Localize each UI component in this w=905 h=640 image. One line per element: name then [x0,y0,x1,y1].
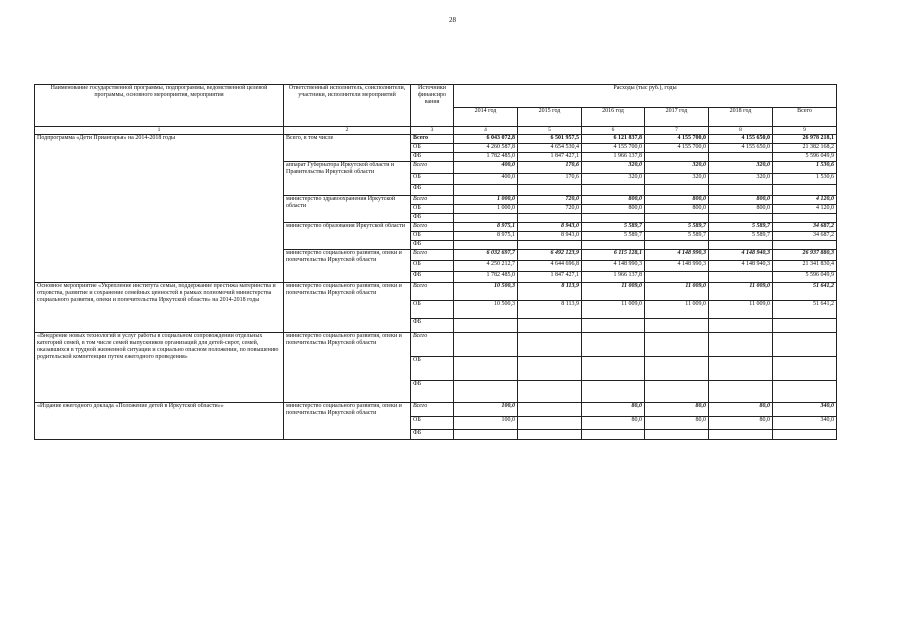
value-cell [645,333,709,357]
value-cell [709,153,773,162]
value-cell: 4 155 700,0 [645,144,709,153]
value-cell: 4 654 530,4 [518,144,582,153]
value-cell [518,241,582,250]
responsible-cell: министерство социального развития, опеки и попечительства Иркутской области [284,250,411,283]
source-cell: ФБ [411,185,454,196]
header-sources-column: Источники финансиро вания [411,85,454,127]
value-cell: 5 596 049,9 [773,153,837,162]
value-cell [645,357,709,381]
value-cell: 100,0 [454,403,518,417]
column-number: 2 [284,127,411,135]
column-number: 4 [454,127,518,135]
value-cell: 1 966 137,8 [582,272,645,283]
value-cell: 4 148 990,3 [582,261,645,272]
value-cell: 5 589,7 [645,223,709,232]
value-cell [454,214,518,223]
source-cell: Всего [411,135,454,144]
value-cell [454,185,518,196]
value-cell [582,319,645,333]
source-cell: Всего [411,403,454,417]
value-cell: 8 975,1 [454,232,518,241]
value-cell [454,357,518,381]
value-cell [582,241,645,250]
value-cell: 26 937 880,3 [773,250,837,261]
page-number: 28 [449,16,456,24]
value-cell: 170,6 [518,162,582,174]
value-cell: 4 155 700,0 [645,135,709,144]
value-cell: 320,0 [709,162,773,174]
column-number: 8 [709,127,773,135]
value-cell [518,417,582,430]
value-cell: 6 501 957,5 [518,135,582,144]
value-cell: 80,0 [709,417,773,430]
value-cell: 5 589,7 [582,232,645,241]
value-cell [709,272,773,283]
program-title: Подпрограмма «Дети Приангарья» на 2014-2018 годы [35,135,284,283]
value-cell: 8 113,9 [518,283,582,301]
value-cell [709,357,773,381]
value-cell: 720,0 [518,196,582,205]
event-title: «Внедрение новых технологий и услуг работы в социальном сопровождении отдельных категорий семей, в том числе семей выпускников организаций для детей-сирот, семей, оказавшихся в трудной жизненной ситуации и социально опасном положении, по повышению родительской компетенции путем ежегодного проведения» [35,333,284,403]
value-cell: 4 120,0 [773,205,837,214]
value-cell [709,333,773,357]
value-cell [518,357,582,381]
value-cell: 6 492 123,9 [518,250,582,261]
source-cell: ФБ [411,319,454,333]
value-cell: 4 155 650,0 [709,135,773,144]
value-cell: 6 032 697,7 [454,250,518,261]
source-cell: Всего [411,162,454,174]
value-cell [645,241,709,250]
value-cell: 80,0 [645,417,709,430]
value-cell: 34 687,2 [773,223,837,232]
source-cell: Всего [411,333,454,357]
value-cell: 80,0 [582,417,645,430]
value-cell: 1 847 427,1 [518,272,582,283]
value-cell [773,430,837,440]
value-cell: 4 155 700,0 [582,144,645,153]
value-cell: 51 641,2 [773,283,837,301]
value-cell: 11 009,0 [709,301,773,319]
responsible-cell: министерство здравоохранения Иркутской области [284,196,411,223]
value-cell: 340,0 [773,403,837,417]
value-cell: 5 589,7 [709,223,773,232]
value-cell: 4 120,0 [773,196,837,205]
value-cell: 10 500,3 [454,301,518,319]
responsible-cell: министерство социального развития, опеки и попечительства Иркутской области [284,283,411,333]
source-cell: ФБ [411,381,454,403]
event-title: «Издание ежегодного доклада «Положение детей в Иркутской области»» [35,403,284,440]
value-cell [645,430,709,440]
value-cell: 5 589,7 [645,232,709,241]
value-cell: 170,6 [518,174,582,185]
value-cell [773,241,837,250]
column-number: 1 [35,127,284,135]
value-cell [645,381,709,403]
source-cell: Всего [411,196,454,205]
value-cell: 1 530,6 [773,162,837,174]
budget-table [34,84,837,440]
value-cell: 340,0 [773,417,837,430]
source-cell: ОБ [411,232,454,241]
value-cell [645,153,709,162]
value-cell: 1 782 485,0 [454,153,518,162]
value-cell [582,381,645,403]
value-cell [518,430,582,440]
column-number: 5 [518,127,582,135]
value-cell [645,214,709,223]
value-cell: 1 530,6 [773,174,837,185]
value-cell: 6 115 128,1 [582,250,645,261]
value-cell [709,241,773,250]
value-cell [454,241,518,250]
value-cell: 6 043 072,8 [454,135,518,144]
source-cell: ФБ [411,214,454,223]
source-cell: ФБ [411,241,454,250]
value-cell [773,319,837,333]
value-cell [709,430,773,440]
source-cell: ОБ [411,417,454,430]
value-cell: 80,0 [645,403,709,417]
value-cell: 1 847 427,1 [518,153,582,162]
header-year: 2014 год [454,108,518,127]
source-cell: Всего [411,223,454,232]
value-cell [645,272,709,283]
value-cell: 320,0 [645,174,709,185]
value-cell: 800,0 [645,196,709,205]
value-cell [709,381,773,403]
value-cell: 21 341 830,4 [773,261,837,272]
value-cell [518,403,582,417]
value-cell [709,214,773,223]
value-cell: 4 644 696,8 [518,261,582,272]
value-cell: 800,0 [582,196,645,205]
value-cell: 11 009,0 [645,301,709,319]
value-cell: 5 589,7 [582,223,645,232]
value-cell [518,185,582,196]
value-cell [645,319,709,333]
source-cell: ОБ [411,261,454,272]
source-cell: Всего [411,283,454,301]
header-responsible-column: Ответственный исполнитель, соисполнители, участники, исполнители мероприятий [284,85,411,127]
value-cell: 100,0 [454,417,518,430]
responsible-cell: министерство социального развития, опеки и попечительства Иркутской области [284,333,411,403]
value-cell: 26 978 218,1 [773,135,837,144]
value-cell [773,381,837,403]
value-cell: 11 009,0 [582,283,645,301]
header-year: 2018 год [709,108,773,127]
value-cell: 21 382 168,2 [773,144,837,153]
source-cell: ФБ [411,153,454,162]
value-cell: 6 121 837,8 [582,135,645,144]
column-number: 7 [645,127,709,135]
value-cell: 1 000,0 [454,205,518,214]
value-cell: 800,0 [709,196,773,205]
responsible-cell: аппарат Губернатора Иркутской области и Правительства Иркутской области [284,162,411,196]
source-cell: Всего [411,250,454,261]
source-cell: ОБ [411,174,454,185]
header-expenses: Расходы (тыс руб.), годы [454,85,837,108]
source-cell: ОБ [411,144,454,153]
column-number: 3 [411,127,454,135]
value-cell: 51 641,2 [773,301,837,319]
value-cell [582,357,645,381]
value-cell: 11 009,0 [709,283,773,301]
value-cell: 320,0 [709,174,773,185]
value-cell: 4 260 587,8 [454,144,518,153]
value-cell: 5 596 049,9 [773,272,837,283]
value-cell: 720,0 [518,205,582,214]
source-cell: ФБ [411,272,454,283]
main-event-title: Основное мероприятие «Укрепление института семьи, поддержание престижа материнства и отцовства, развитие и сохранение семейных ценностей в рамках полномочий министерства социального развития, опеки и попечительства Иркутской области» на 2014-2018 годы [35,283,284,333]
value-cell [582,430,645,440]
value-cell [582,185,645,196]
value-cell: 5 589,7 [709,232,773,241]
value-cell [709,185,773,196]
responsible-cell: министерство образования Иркутской области [284,223,411,250]
total-label: Всего, в том числе [284,135,411,162]
value-cell: 10 500,3 [454,283,518,301]
header-name-column: Наименование государственной программы, подпрограммы, ведомственной целевой программы, основного мероприятия, мероприятия [35,85,284,127]
source-cell: ОБ [411,301,454,319]
value-cell: 320,0 [582,162,645,174]
column-number: 6 [582,127,645,135]
value-cell: 4 148 990,3 [645,250,709,261]
value-cell [518,319,582,333]
source-cell: ОБ [411,205,454,214]
value-cell: 320,0 [582,174,645,185]
value-cell: 11 009,0 [645,283,709,301]
value-cell: 4 148 940,3 [709,250,773,261]
value-cell [454,333,518,357]
value-cell: 400,0 [454,174,518,185]
value-cell: 4 250 212,7 [454,261,518,272]
value-cell [709,319,773,333]
column-number: 9 [773,127,837,135]
value-cell [582,333,645,357]
responsible-cell: министерство социального развития, опеки и попечительства Иркутской области [284,403,411,440]
value-cell: 1 000,0 [454,196,518,205]
header-total: Всего [773,108,837,127]
header-year: 2016 год [582,108,645,127]
value-cell: 1 966 137,8 [582,153,645,162]
value-cell [773,185,837,196]
value-cell [454,381,518,403]
value-cell: 8 943,0 [518,223,582,232]
value-cell [518,333,582,357]
value-cell: 80,0 [582,403,645,417]
value-cell: 800,0 [709,205,773,214]
value-cell: 8 943,0 [518,232,582,241]
value-cell: 4 155 650,0 [709,144,773,153]
value-cell [454,430,518,440]
value-cell [773,214,837,223]
value-cell [518,214,582,223]
value-cell: 80,0 [709,403,773,417]
value-cell: 320,0 [645,162,709,174]
value-cell: 4 148 990,3 [645,261,709,272]
value-cell [518,381,582,403]
value-cell: 11 009,0 [582,301,645,319]
value-cell: 800,0 [645,205,709,214]
source-cell: ОБ [411,357,454,381]
value-cell: 800,0 [582,205,645,214]
value-cell [582,214,645,223]
value-cell: 8 975,1 [454,223,518,232]
value-cell: 4 148 940,3 [709,261,773,272]
header-year: 2015 год [518,108,582,127]
value-cell: 1 782 485,0 [454,272,518,283]
value-cell [454,319,518,333]
value-cell: 34 687,2 [773,232,837,241]
value-cell: 400,0 [454,162,518,174]
value-cell [645,185,709,196]
source-cell: ФБ [411,430,454,440]
header-year: 2017 год [645,108,709,127]
value-cell: 8 113,9 [518,301,582,319]
value-cell [773,357,837,381]
value-cell [773,333,837,357]
